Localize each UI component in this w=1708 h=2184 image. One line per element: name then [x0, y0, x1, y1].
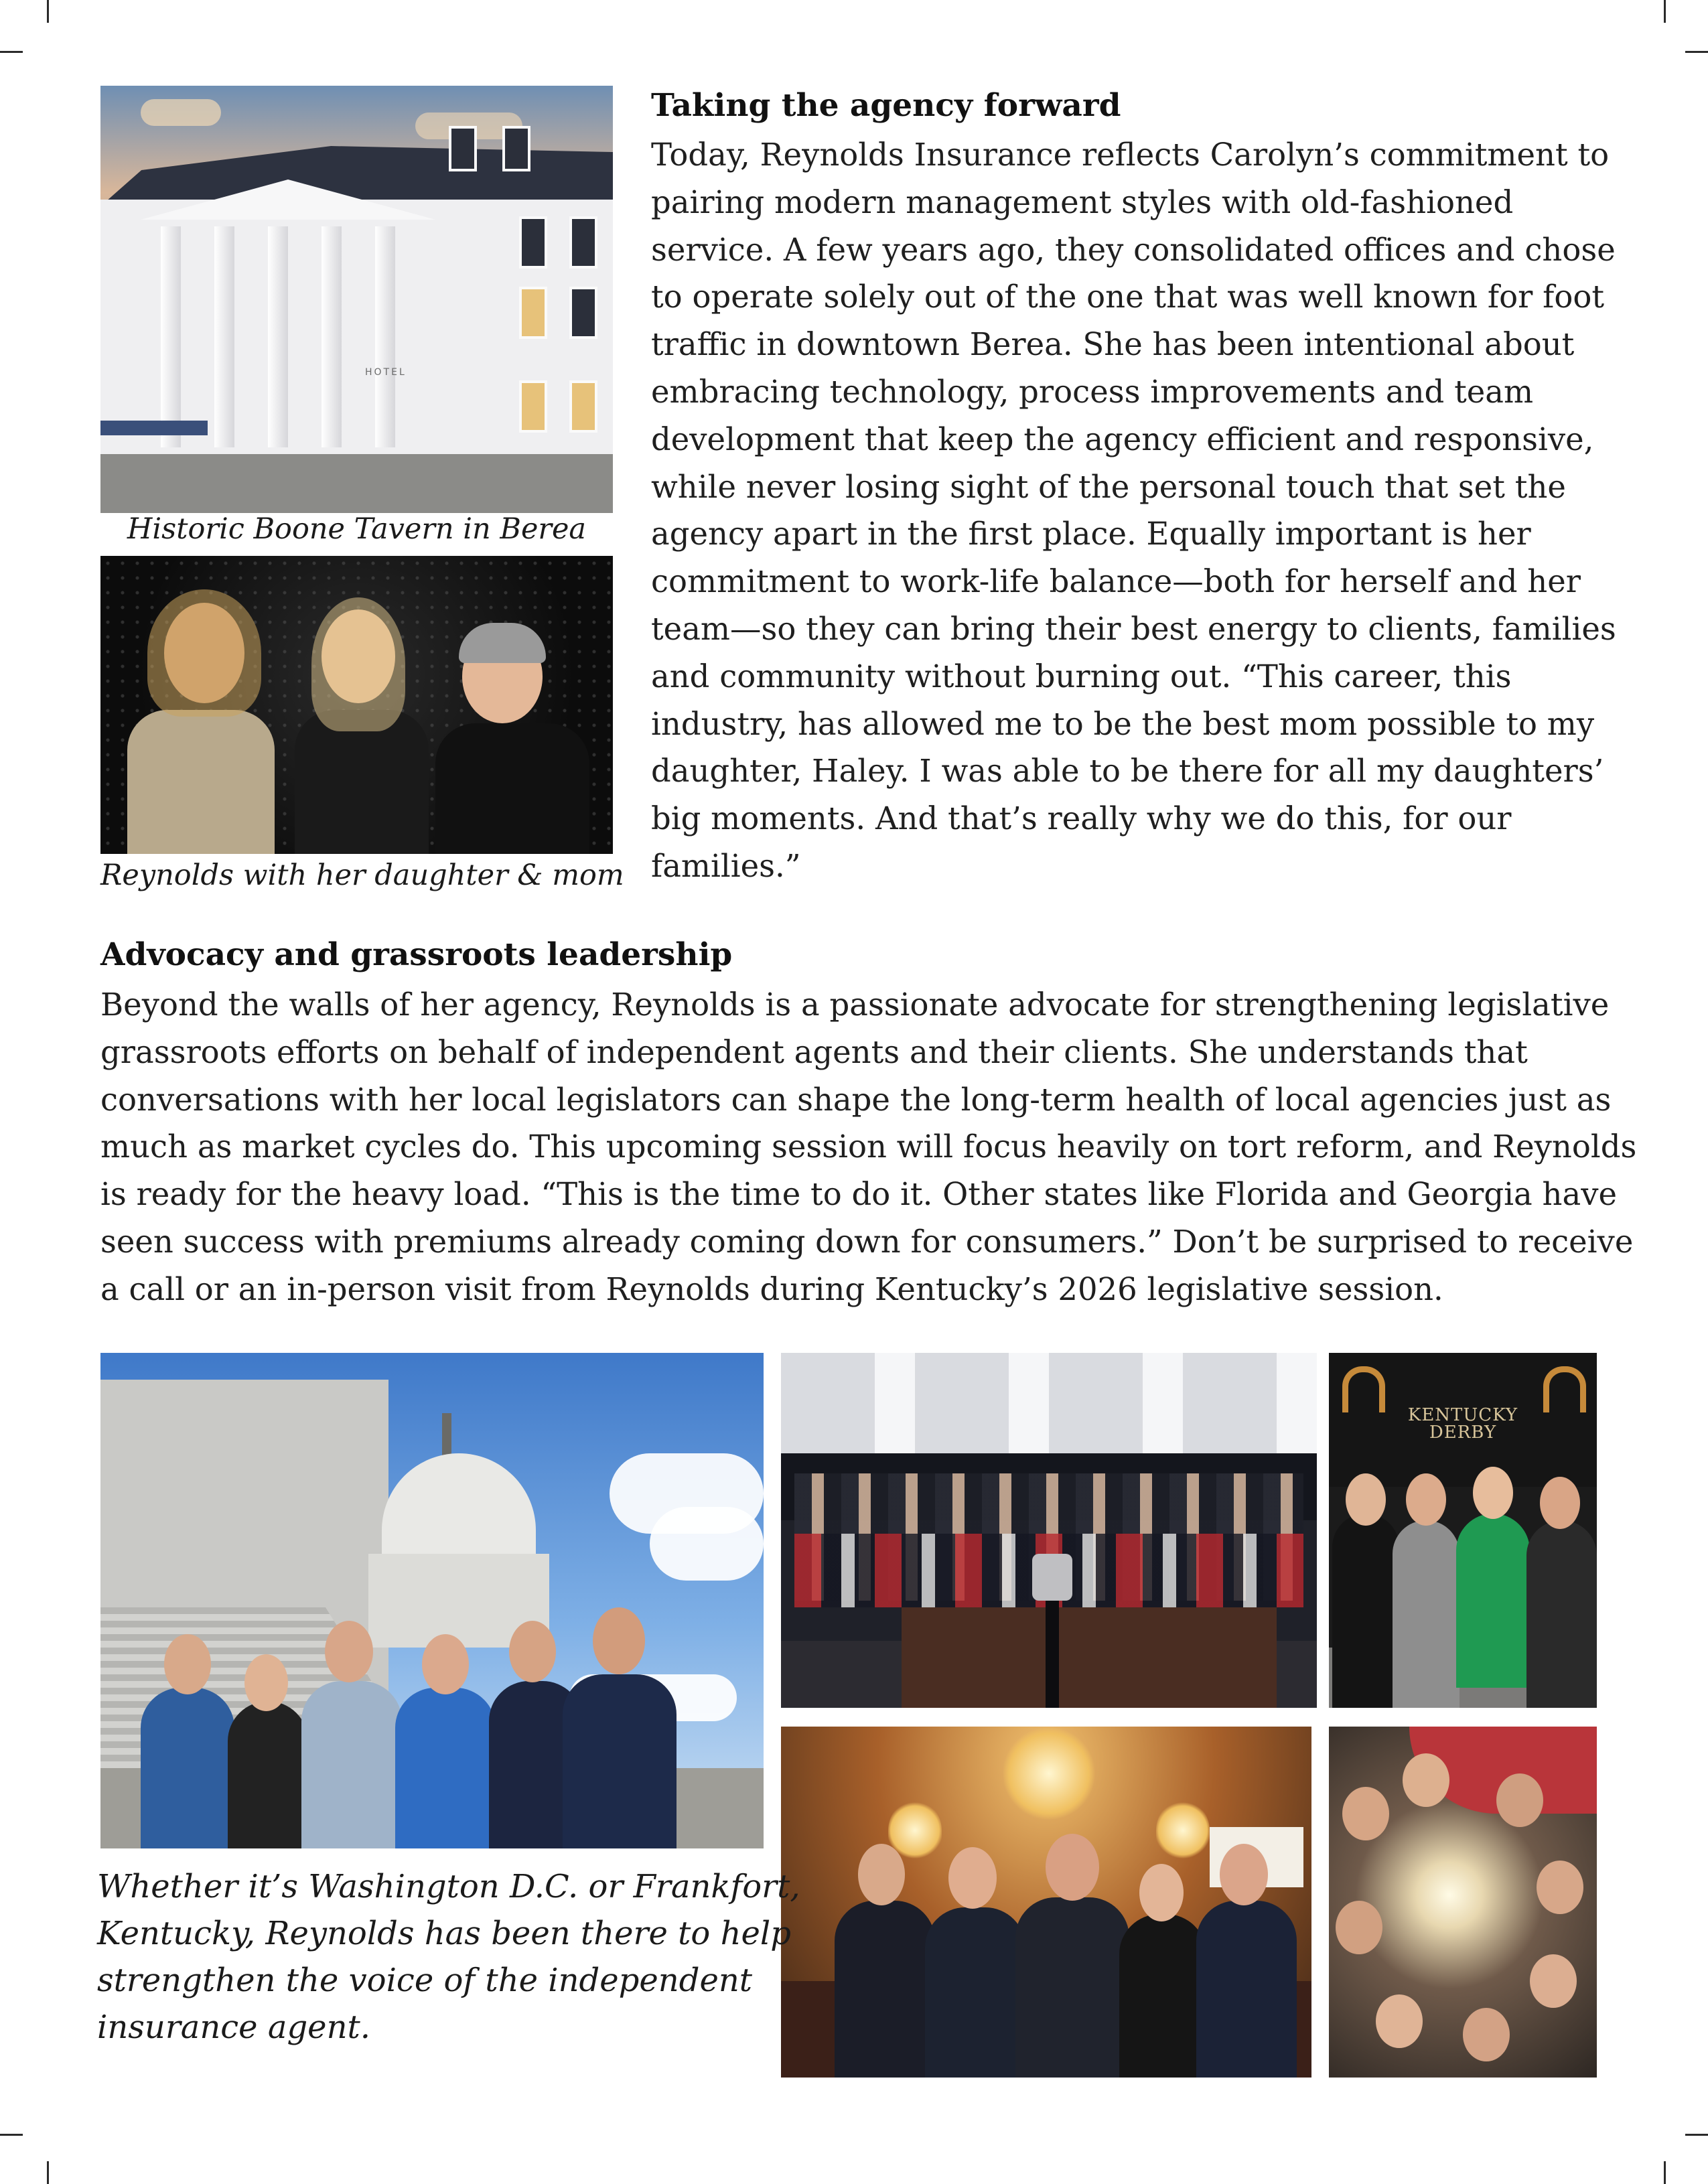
- family-photo: [100, 556, 613, 854]
- boone-tavern-photo: [100, 86, 613, 513]
- crop-mark-top-left-h: [0, 51, 23, 53]
- paragraph-line: big moments. And that’s really why we do this, for our: [651, 800, 1512, 837]
- derby-banner-line2: DERBY: [1429, 1423, 1497, 1443]
- crop-mark-top-left: [47, 0, 49, 23]
- paragraph-line: to operate solely out of the one that was well known for foot: [651, 279, 1605, 315]
- paragraph-line: team—so they can bring their best energy to clients, families: [651, 610, 1616, 647]
- capitol-group-photo: [100, 1353, 764, 1848]
- ballroom-group-photo: [781, 1727, 1311, 2078]
- derby-banner-text: [1329, 1406, 1597, 1441]
- crop-mark-top-right-h: [1685, 51, 1708, 53]
- caption-line: Whether it’s Washington D.C. or Frankfort,: [97, 1868, 800, 1905]
- section-heading-agency-forward: Taking the agency forward: [651, 87, 1121, 124]
- derby-banner-line1: KENTUCKY: [1407, 1405, 1518, 1425]
- gallery-caption: [97, 1863, 800, 2051]
- paragraph-line: is ready for the heavy load. “This is the time to do it. Other states like Florida and Georgia have: [100, 1176, 1617, 1213]
- paragraph-line: embracing technology, process improvements and team: [651, 373, 1534, 410]
- horseshoe-icon: [1543, 1366, 1586, 1412]
- hotel-sign: HOTEL: [365, 367, 407, 378]
- family-photo-caption: Reynolds with her daughter & mom: [100, 859, 624, 892]
- caption-line: Kentucky, Reynolds has been there to help: [97, 1915, 791, 1952]
- paragraph-line: and community without burning out. “This career, this: [651, 658, 1512, 695]
- paragraph-line: Beyond the walls of her agency, Reynolds is a passionate advocate for strengthening legislative: [100, 987, 1610, 1023]
- paragraph-line: traffic in downtown Berea. She has been intentional about: [651, 326, 1575, 363]
- paragraph-line: industry, has allowed me to be the best mom possible to my: [651, 705, 1595, 742]
- paragraph-line: Today, Reynolds Insurance reflects Carolyn’s commitment to: [651, 137, 1610, 173]
- hearing-room-photo: [781, 1353, 1317, 1708]
- paragraph-line: commitment to work-life balance—both for herself and her: [651, 563, 1581, 600]
- crop-mark-bottom-right: [1664, 2161, 1666, 2184]
- group-huddle-photo: [1329, 1727, 1597, 2078]
- paragraph-line: much as market cycles do. This upcoming session will focus heavily on tort reform, and Reynolds: [100, 1129, 1637, 1165]
- advocacy-paragraph: [100, 981, 1636, 1313]
- caption-line: insurance agent.: [97, 2009, 371, 2046]
- paragraph-line: pairing modern management styles with old-fashioned: [651, 184, 1514, 220]
- paragraph-line: seen success with premiums already coming down for consumers.” Don’t be surprised to receive: [100, 1223, 1634, 1260]
- paragraph-line: development that keep the agency efficient and responsive,: [651, 421, 1594, 457]
- paragraph-line: conversations with her local legislators can shape the long-term health of local agencies just as: [100, 1081, 1612, 1118]
- crop-mark-bottom-right-h: [1685, 2134, 1708, 2136]
- crop-mark-bottom-left: [47, 2161, 49, 2184]
- kentucky-derby-photo: [1329, 1353, 1597, 1708]
- paragraph-line: while never losing sight of the personal touch that set the: [651, 468, 1566, 505]
- section-heading-advocacy: Advocacy and grassroots leadership: [100, 936, 733, 973]
- tavern-photo-caption: Historic Boone Tavern in Berea: [127, 512, 587, 546]
- paragraph-line: daughter, Haley. I was able to be there for all my daughters’: [651, 753, 1604, 790]
- agency-forward-paragraph: [651, 131, 1616, 890]
- paragraph-line: grassroots efforts on behalf of independent agents and their clients. She understands that: [100, 1033, 1528, 1070]
- paragraph-line: families.”: [651, 847, 801, 884]
- crop-mark-bottom-left-h: [0, 2134, 23, 2136]
- paragraph-line: service. A few years ago, they consolidated offices and chose: [651, 231, 1616, 268]
- horseshoe-icon: [1342, 1366, 1385, 1412]
- paragraph-line: a call or an in-person visit from Reynolds during Kentucky’s 2026 legislative session.: [100, 1270, 1443, 1307]
- caption-line: strengthen the voice of the independent: [97, 1962, 753, 1999]
- paragraph-line: agency apart in the first place. Equally important is her: [651, 516, 1531, 553]
- crop-mark-top-right: [1664, 0, 1666, 23]
